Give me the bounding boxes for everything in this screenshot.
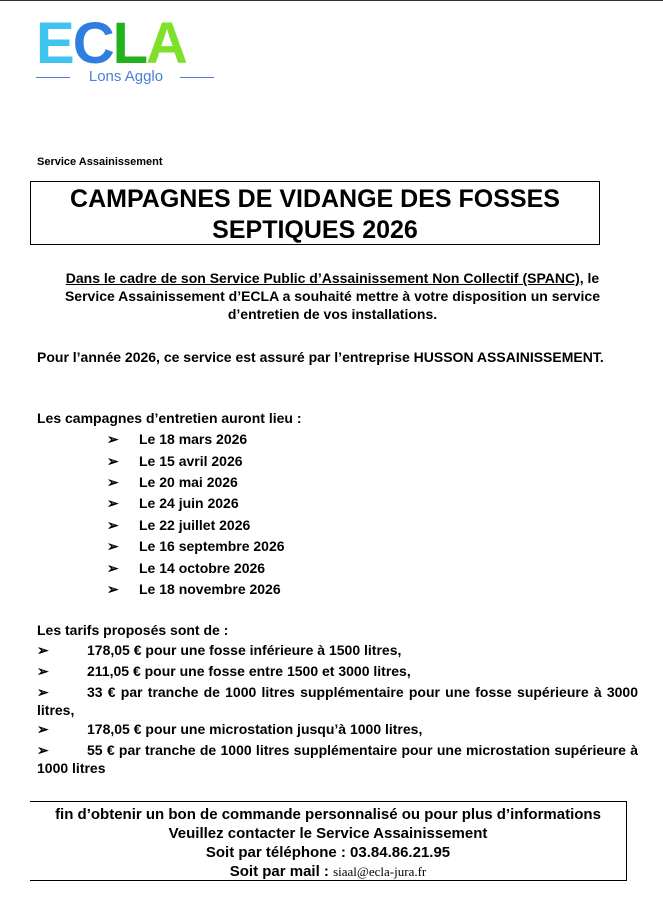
tarif-text: 55 € par tranche de 1000 litres supplémentaire pour une microstation supérieure à 1000 litres [37,742,638,776]
page-title [30,181,600,245]
logo-letter: A [146,11,186,76]
date-item [107,560,265,577]
mail-label: Soit par mail : [229,863,334,880]
arrow-bullet-icon: ➢ [107,474,119,490]
date-item [107,431,247,448]
arrow-bullet-icon: ➢ [107,560,119,576]
arrow-bullet-icon: ➢ [37,642,49,658]
contact-box [30,801,627,881]
logo-letter: L [112,11,147,76]
phone-number: 03.84.86.21.95 [350,844,451,861]
tarif-text: 178,05 € pour une fosse inférieure à 1500 litres, [87,642,402,658]
phone-label: Soit par téléphone : [205,844,351,861]
arrow-bullet-icon: ➢ [107,453,119,469]
date-text: Le 16 septembre 2026 [139,538,285,554]
intro-underlined: Dans le cadre de son Service Public d’Assainissement Non Collectif (SPANC) [65,270,580,286]
tarif-item [37,741,638,777]
logo-letter: C [72,11,113,76]
arrow-bullet-icon: ➢ [37,742,49,758]
campaigns-heading: Les campagnes d’entretien auront lieu : [37,410,302,426]
date-text: Le 18 novembre 2026 [139,581,281,597]
title-line: SEPTIQUES 2026 [212,216,418,244]
ecla-logo [36,11,216,89]
title-line: CAMPAGNES DE VIDANGE DES FOSSES [70,185,560,213]
date-item [107,517,250,534]
tarif-item [37,641,638,659]
mail-address: siaal@ecla-jura.fr [333,864,427,879]
arrow-bullet-icon: ➢ [107,517,119,533]
tarif-item [37,662,638,680]
arrow-bullet-icon: ➢ [37,721,49,737]
date-item [107,581,281,598]
date-text: Le 18 mars 2026 [139,431,248,447]
arrow-bullet-icon: ➢ [107,581,119,597]
tarif-item [37,683,638,719]
date-text: Le 22 juillet 2026 [139,517,251,533]
date-text: Le 24 juin 2026 [139,495,239,511]
intro-paragraph [40,269,625,323]
intro-text: , le [579,270,600,286]
date-text: Le 15 avril 2026 [139,453,243,469]
tarif-item [37,720,638,738]
service-label: Service Assainissement [37,156,163,168]
date-item [107,453,243,470]
contact-line: Veuillez contacter le Service Assainissement [168,825,488,842]
tarif-text: 178,05 € pour une microstation jusqu’à 1000 litres, [87,721,423,737]
arrow-bullet-icon: ➢ [107,431,119,447]
intro-text: Service Assainissement d’ECLA a souhaité mettre à votre disposition un service [64,288,601,304]
provider-paragraph: Pour l’année 2026, ce service est assuré par l’entreprise HUSSON ASSAINISSEMENT. [37,349,604,365]
date-text: Le 14 octobre 2026 [139,560,266,576]
arrow-bullet-icon: ➢ [107,538,119,554]
date-text: Le 20 mai 2026 [139,474,238,490]
contact-line: fin d’obtenir un bon de commande personnalisé ou pour plus d’informations [55,806,601,823]
arrow-bullet-icon: ➢ [37,684,49,700]
tarif-text: 211,05 € pour une fosse entre 1500 et 3000 litres, [87,663,411,679]
intro-text: d’entretien de vos installations. [227,306,438,322]
arrow-bullet-icon: ➢ [107,495,119,511]
date-item [107,474,238,491]
tarif-text: 33 € par tranche de 1000 litres supplémentaire pour une fosse supérieure à 3000 litres, [37,684,638,718]
date-item [107,495,239,512]
date-item [107,538,285,555]
logo-subtitle: Lons Agglo [88,68,164,85]
logo-letter: E [36,11,73,76]
tarifs-heading: Les tarifs proposés sont de : [37,622,229,638]
arrow-bullet-icon: ➢ [37,663,49,679]
